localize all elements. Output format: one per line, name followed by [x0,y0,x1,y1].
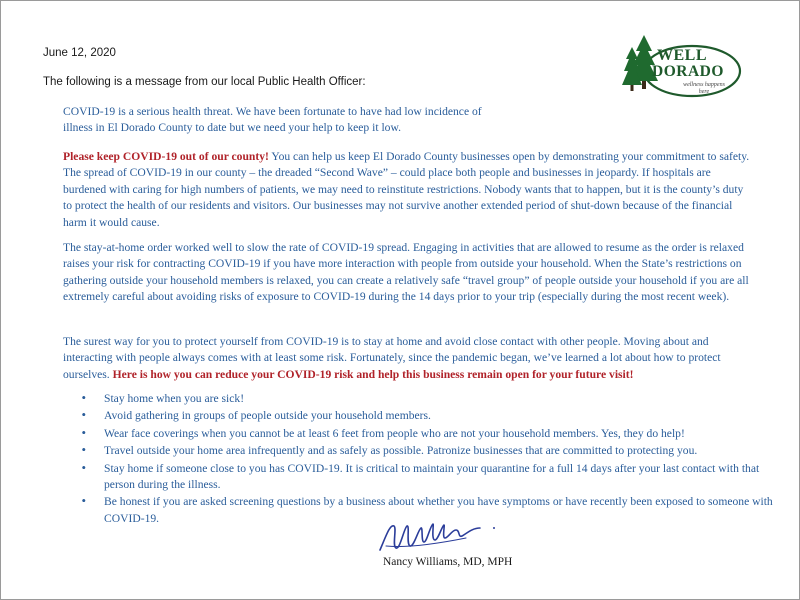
paragraph-protect-yourself-text: The surest way for you to protect yourself from COVID-19 is to stay at home and avoid close contact with other people. Moving about and interacting with people always comes with at least some risk. Fortunately, since the pandemic began, we’ve learned a lot about how to protect ourselves. [63,335,721,381]
paragraph-keep-out-text: You can help us keep El Dorado County businesses open by demonstrating your commitment to safety. The spread of COVID-19 in our county – the dreaded “Second Wave” – could place both people and businesses in jeopardy. If hospitals are burdened with caring for high numbers of patients, we may need to reinstitute restrictions. Nobody wants that to happen, but it is the county’s duty to protect the health of our residents and visitors. Our businesses may not survive another extended period of shut-down because of the financial harm it would cause. [63,150,750,229]
handwritten-signature [376,516,506,558]
paragraph-protect-yourself [63,334,753,383]
list-item: • Stay home when you are sick! [86,390,776,407]
letter-date: June 12, 2020 [43,47,116,59]
list-item: • Stay home if someone close to you has COVID-19. It is critical to maintain your quarantine for a full 14 days after your last contact with that person during the illness. [86,460,776,494]
emphasis-keep-covid-out: Please keep COVID-19 out of our county! [63,150,269,163]
logo-tagline: wellness happens here [683,82,725,95]
signer-name: Nancy Williams, MD, MPH [383,556,513,568]
letter-intro: The following is a message from our local Public Health Officer: [43,76,366,88]
paragraph-stay-at-home: The stay-at-home order worked well to slow the rate of COVID-19 spread. Engaging in activities that are allowed to resume as the order is relaxed raises your risk for contracting COVID-19 if you have more interaction with people from outside your household. When the State’s restrictions on gathering outside your household members is relaxed, you can create a relatively safe “travel group” of people outside your household if you are all extremely careful about avoiding risks of exposure to COVID-19 during the 14 days prior to your trip (especially during the most recent week). [63,241,749,304]
list-item: • Be honest if you are asked screening questions by a business about whether you have symptoms or have recently been exposed to someone with COVID-19. [86,493,776,527]
paragraph-health-threat: COVID-19 is a serious health threat. We have been fortunate to have had low incidence of illness in El Dorado County to date but we need your help to keep it low. [63,105,482,135]
list-item: • Wear face coverings when you cannot be at least 6 feet from people who are not your household members. Yes, they do help! [86,425,776,442]
logo-line-well: WELL [657,47,708,64]
logo-line-dorado: DORADO [652,63,724,80]
emphasis-reduce-risk: Here is how you can reduce your COVID-19 risk and help this business remain open for your future visit! [112,367,634,381]
list-item: • Travel outside your home area infrequently and as safely as possible. Patronize businesses that are committed to protecting you. [86,442,776,459]
tips-list [63,390,776,527]
paragraph-keep-out [63,149,753,231]
list-item: • Avoid gathering in groups of people outside your household members. [86,407,776,424]
